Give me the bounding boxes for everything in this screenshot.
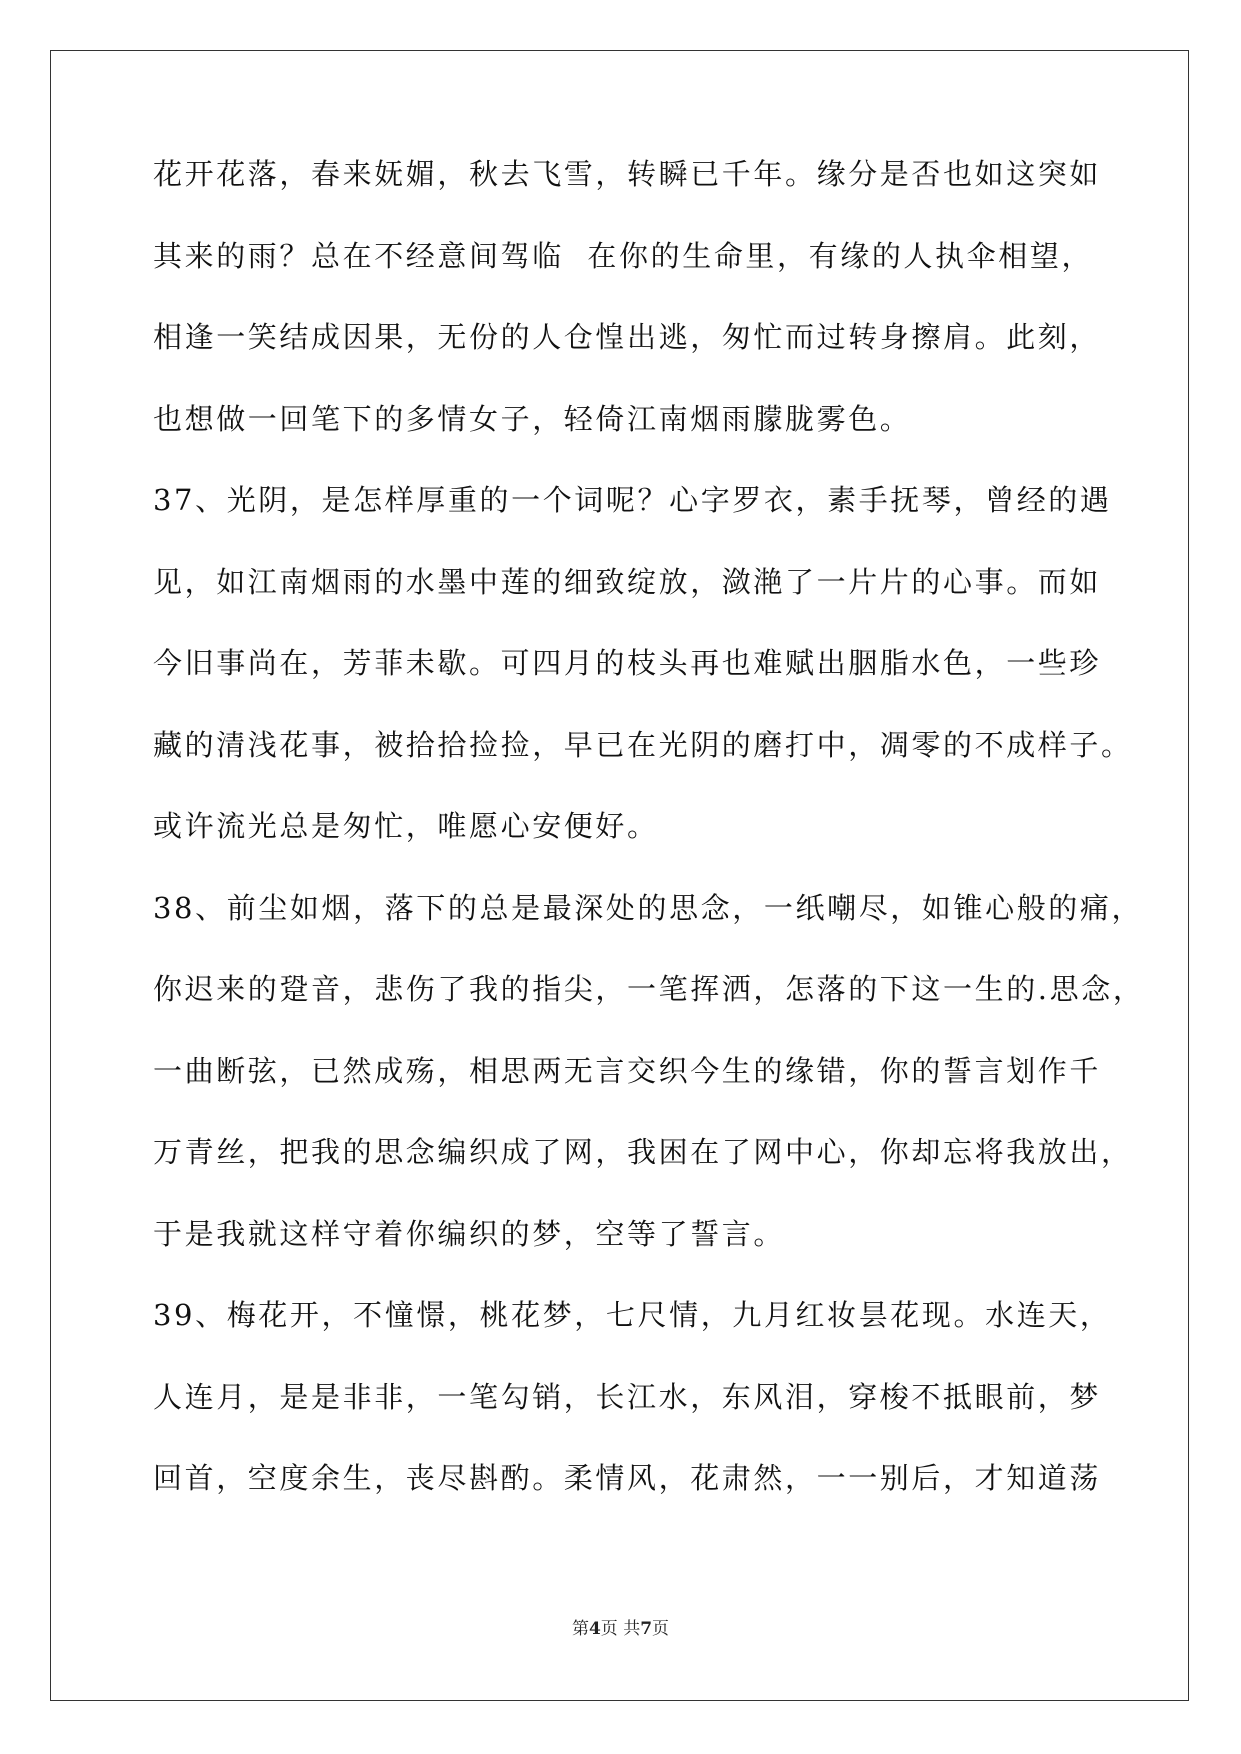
text-line: 也想做一回笔下的多情女子，轻倚江南烟雨朦胧雾色。: [153, 401, 912, 436]
text-line: 万青丝，把我的思念编织成了网，我困在了网中心，你却忘将我放出，: [153, 1135, 1133, 1169]
text-line: 相逢一笑结成因果，无份的人仓惶出逃，匆忙而过转身擦肩。此刻，: [153, 320, 1102, 354]
text-line: 你迟来的跫音，悲伤了我的指尖，一笔挥洒，怎落的下这一生的.思念，: [153, 972, 1145, 1006]
footer-suffix: 页: [652, 1619, 670, 1639]
footer-mid: 页 共: [600, 1619, 641, 1639]
text-line: 其来的雨？总在不经意间驾临 在你的生命里，有缘的人执伞相望，: [153, 238, 1094, 273]
footer-prefix: 第: [571, 1619, 589, 1639]
text-line: 39、梅花开，不憧憬，桃花梦，七尺情，九月红妆昙花现。水连天，: [153, 1298, 1112, 1332]
text-line: 一曲断弦，已然成殇，相思两无言交织今生的缘错，你的誓言划作千: [153, 1053, 1102, 1088]
current-page-number: 4: [588, 1619, 601, 1639]
text-line: 今旧事尚在，芳菲未歇。可四月的枝头再也难赋出胭脂水色，一些珍: [153, 646, 1102, 680]
text-line: 人连月，是是非非，一笔勾销，长江水，东风泪，穿梭不抵眼前，梦: [153, 1379, 1102, 1414]
text-line: 藏的清浅花事，被拾拾捡捡，早已在光阴的磨打中，凋零的不成样子。: [153, 727, 1133, 762]
page-footer: [0, 1614, 1241, 1639]
document-body: [153, 157, 1145, 1546]
text-line: 38、前尘如烟，落下的总是最深处的思念，一纸嘲尽，如锥心般的痛，: [153, 890, 1144, 925]
text-line: 回首，空度余生，丧尽斟酌。柔情风，花肃然，一一别后，才知道荡: [153, 1461, 1102, 1495]
total-pages-number: 7: [640, 1619, 653, 1639]
text-line: 见，如江南烟雨的水墨中莲的细致绽放，潋滟了一片片的心事。而如: [153, 564, 1102, 599]
text-line: 花开花落，春来妩媚，秋去飞雪，转瞬已千年。缘分是否也如这突如: [153, 157, 1102, 191]
text-line: 或许流光总是匆忙，唯愿心安便好。: [153, 809, 659, 843]
text-line: 37、光阴，是怎样厚重的一个词呢？心字罗衣，素手抚琴，曾经的遇: [153, 483, 1112, 517]
text-line: 于是我就这样守着你编织的梦，空等了誓言。: [153, 1216, 786, 1251]
